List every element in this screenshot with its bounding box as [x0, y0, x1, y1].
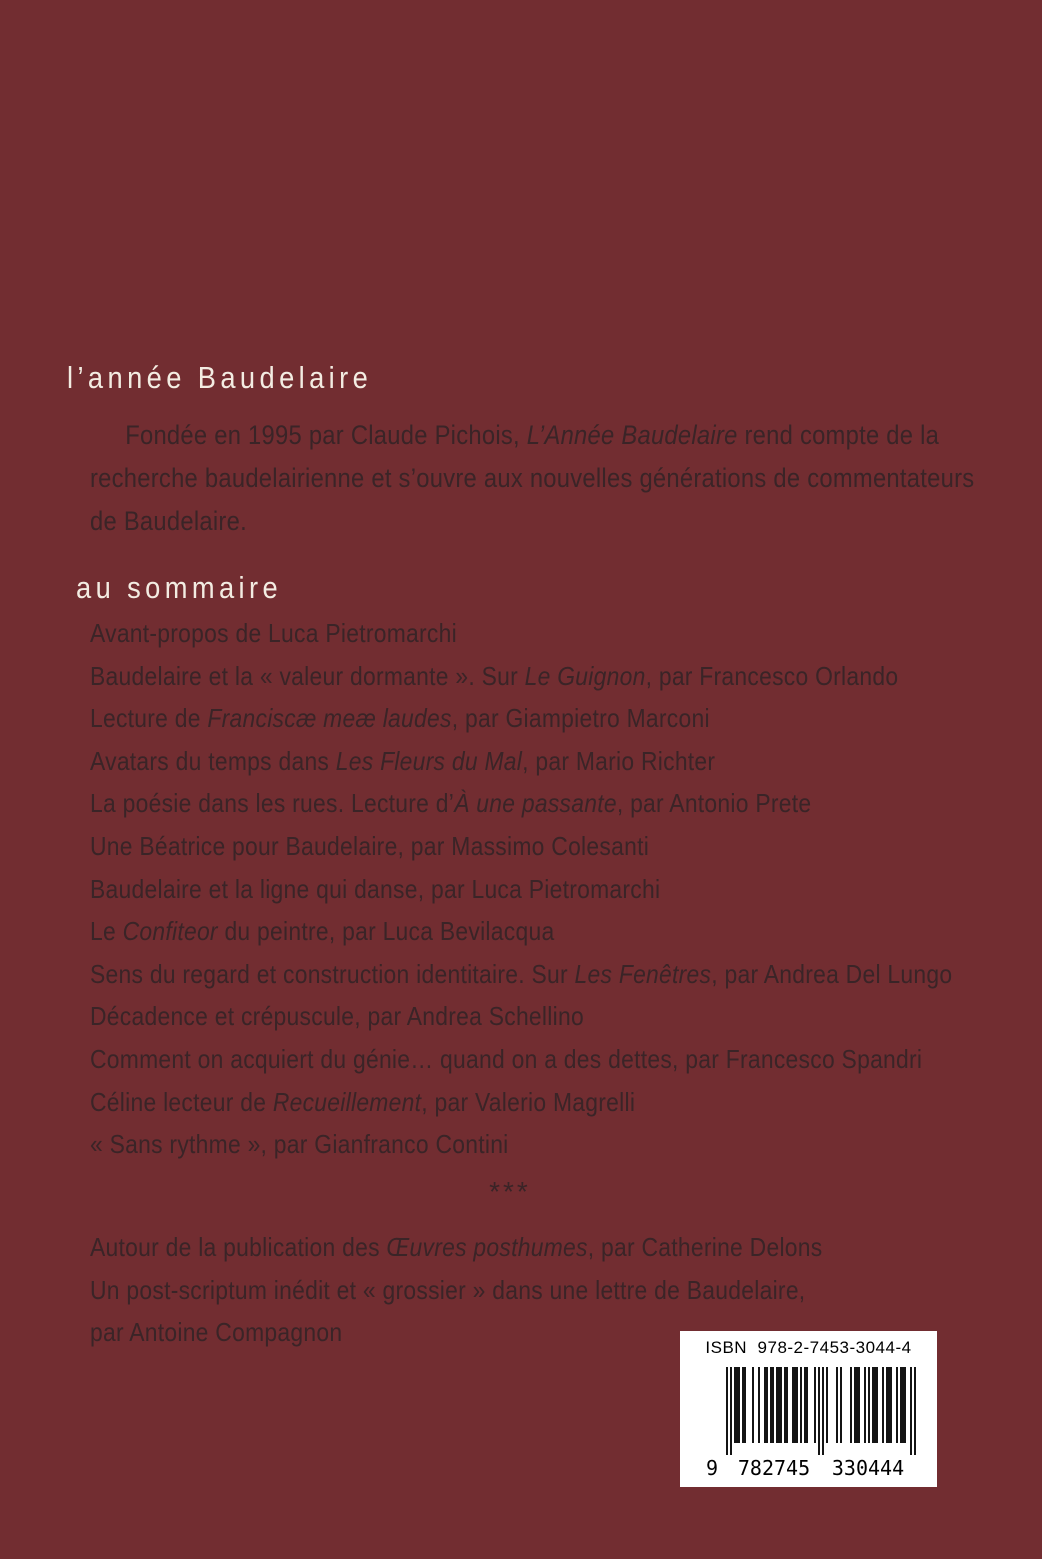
- barcode-bar: [914, 1367, 916, 1455]
- barcode-bar: [738, 1367, 740, 1443]
- barcode-bar: [826, 1367, 828, 1443]
- barcode-bar: [888, 1367, 890, 1443]
- barcode-bar: [814, 1367, 816, 1443]
- toc-item: Comment on acquiert du génie… quand on a des dettes, par Francesco Spandri: [90, 1043, 923, 1074]
- barcode-bar: [902, 1367, 904, 1443]
- barcode-bar: [896, 1367, 898, 1443]
- barcode-bar: [780, 1367, 782, 1443]
- barcode-bar: [890, 1367, 892, 1443]
- barcode-bar: [858, 1367, 860, 1443]
- barcode-bar: [784, 1367, 786, 1443]
- barcode-bar: [786, 1367, 788, 1443]
- barcode-bar: [818, 1367, 820, 1455]
- barcode-bar: [872, 1367, 874, 1443]
- barcode-bar: [836, 1367, 838, 1443]
- barcode-bar: [794, 1367, 796, 1443]
- toc-item: Une Béatrice pour Baudelaire, par Massimo Colesanti: [90, 830, 650, 861]
- barcode-bar: [742, 1367, 744, 1443]
- barcode-bar: [726, 1367, 728, 1455]
- barcode-bar: [758, 1367, 760, 1443]
- sommaire-list: [90, 612, 1042, 1166]
- barcode-bar: [736, 1367, 738, 1443]
- barcode-bar: [876, 1367, 878, 1443]
- barcode-bar: [822, 1367, 824, 1455]
- barcode-bar: [900, 1367, 902, 1443]
- barcode-bar: [778, 1367, 780, 1443]
- barcode-bar: [910, 1367, 912, 1455]
- toc-item: par Antoine Compagnon: [90, 1317, 343, 1348]
- toc-item: Baudelaire et la ligne qui danse, par Luca Pietromarchi: [90, 873, 661, 904]
- barcode-bar: [730, 1367, 732, 1455]
- barcode-bar: [776, 1367, 778, 1443]
- toc-item: La poésie dans les rues. Lecture d’À une passante, par Antonio Prete: [90, 788, 812, 819]
- barcode-bar: [806, 1367, 808, 1443]
- toc-item: Un post-scriptum inédit et « grossier » dans une lettre de Baudelaire,: [90, 1274, 806, 1305]
- barcode-digits: 782745: [737, 1456, 811, 1480]
- barcode-panel: [680, 1331, 937, 1487]
- barcode-digits: 330444: [831, 1456, 905, 1480]
- barcode-bar: [766, 1367, 768, 1443]
- barcode-bar: [764, 1367, 766, 1443]
- barcode-bar: [886, 1367, 888, 1443]
- barcode-bar: [840, 1367, 842, 1443]
- toc-item: Lecture de Franciscæ meæ laudes, par Giampietro Marconi: [90, 703, 710, 734]
- barcode-bar: [850, 1367, 852, 1443]
- ean-barcode: [704, 1367, 918, 1481]
- barcode-bar: [800, 1367, 802, 1443]
- barcode-bar: [874, 1367, 876, 1443]
- isbn-label: ISBN 978-2-7453-3044-4: [705, 1338, 912, 1357]
- barcode-bar: [868, 1367, 870, 1443]
- toc-item: Baudelaire et la « valeur dormante ». Sur Le Guignon, par Francesco Orlando: [90, 660, 899, 691]
- barcode-bar: [772, 1367, 774, 1443]
- toc-item: Décadence et crépuscule, par Andrea Schellino: [90, 1001, 584, 1032]
- barcode-bar: [904, 1367, 906, 1443]
- barcode-bar: [804, 1367, 806, 1443]
- intro-line: recherche baudelairienne et s’ouvre aux nouvelles générations de commentateurs: [90, 463, 975, 493]
- toc-item: Sens du regard et construction identitaire. Sur Les Fenêtres, par Andrea Del Lungo: [90, 958, 953, 989]
- barcode-bar: [734, 1367, 736, 1443]
- barcode-bar: [864, 1367, 866, 1443]
- toc-item: Céline lecteur de Recueillement, par Valerio Magrelli: [90, 1086, 636, 1117]
- barcode-bar: [770, 1367, 772, 1443]
- barcode-bar: [796, 1367, 798, 1443]
- intro-line: Fondée en 1995 par Claude Pichois, L’Année Baudelaire rend compte de la: [125, 420, 940, 450]
- series-title: l’année Baudelaire: [67, 360, 373, 395]
- toc-item: Autour de la publication des Œuvres posthumes, par Catherine Delons: [90, 1232, 823, 1262]
- intro-paragraph: [90, 414, 1020, 543]
- section-separator: ***: [489, 1176, 531, 1207]
- barcode-bar: [856, 1367, 858, 1443]
- toc-item: « Sans rythme », par Gianfranco Contini: [90, 1129, 509, 1160]
- barcode-bar: [752, 1367, 754, 1443]
- barcode-bar: [854, 1367, 856, 1443]
- toc-item: Le Confiteor du peintre, par Luca Bevilacqua: [90, 916, 555, 947]
- barcode-bar: [882, 1367, 884, 1443]
- barcode-digits: 9: [705, 1456, 719, 1480]
- intro-line: de Baudelaire.: [90, 506, 247, 536]
- barcode-bar: [792, 1367, 794, 1443]
- toc-item: Avant-propos de Luca Pietromarchi: [90, 618, 457, 648]
- toc-item: Avatars du temps dans Les Fleurs du Mal, par Mario Richter: [90, 745, 716, 776]
- sommaire-heading: au sommaire: [76, 570, 283, 605]
- barcode-bar: [744, 1367, 746, 1443]
